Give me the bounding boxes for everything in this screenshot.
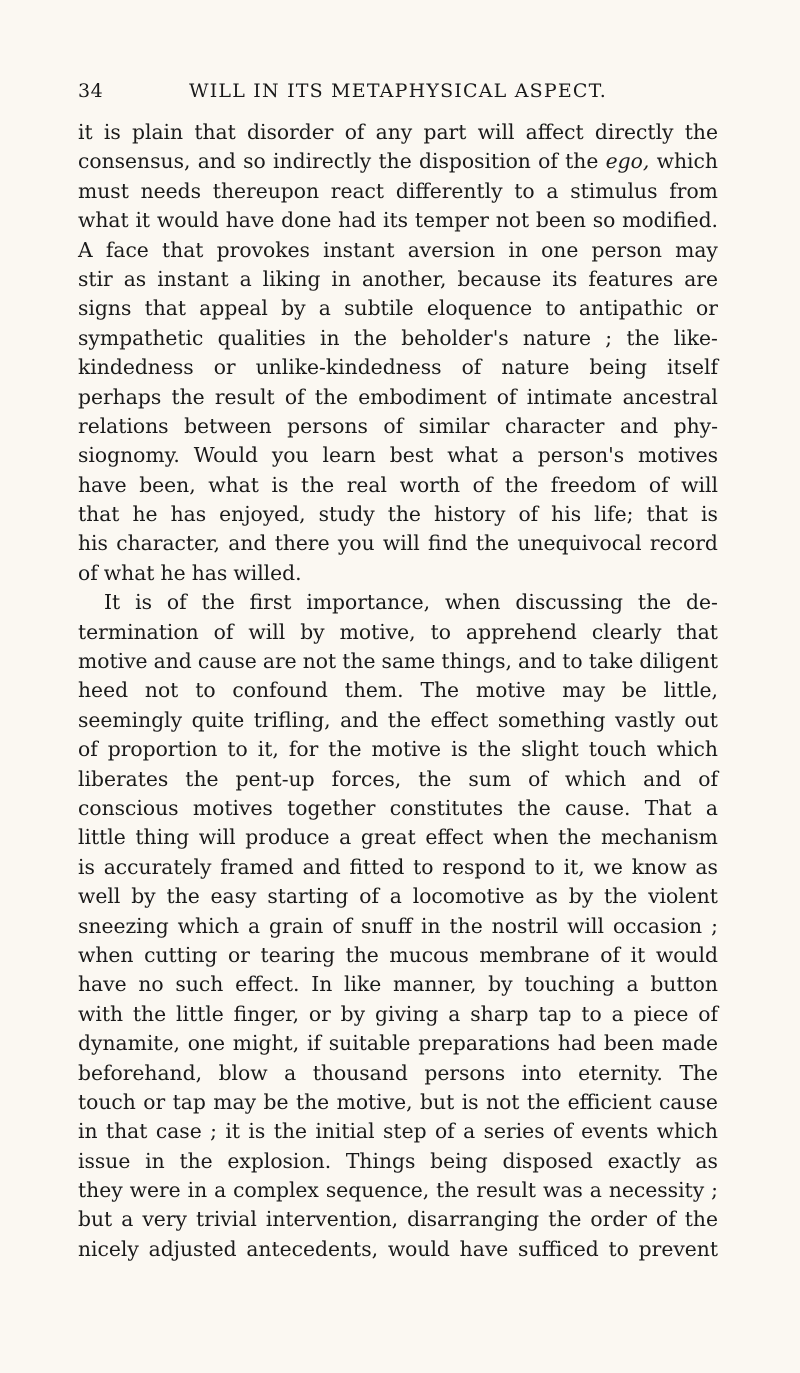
- text-line: must needs thereupon react differently to a stimulus from: [78, 178, 718, 203]
- text-line: when cutting or tearing the mucous membrane of it would: [78, 942, 718, 967]
- text-line: of what he has willed.: [78, 560, 302, 585]
- page-header: [78, 80, 718, 104]
- text-line: siognomy. Would you learn best what a person's motives: [78, 443, 718, 468]
- text-line: relations between persons of similar character and phy-: [78, 413, 718, 438]
- text-line: perhaps the result of the embodiment of intimate ancestral: [78, 384, 718, 409]
- text-line: dynamite, one might, if suitable preparations had been made: [78, 1031, 718, 1056]
- text-line: termination of will by motive, to apprehend clearly that: [78, 619, 718, 644]
- text-line: that he has enjoyed, study the history of his life; that is: [78, 502, 718, 527]
- text-line: kindedness or unlike-kindedness of nature being itself: [78, 355, 718, 380]
- text-line: beforehand, blow a thousand persons into eternity. The: [78, 1060, 718, 1085]
- text-line: nicely adjusted antecedents, would have sufficed to prevent: [78, 1236, 718, 1261]
- text-line: his character, and there you will find the unequivocal record: [78, 531, 718, 556]
- text-line: in that case ; it is the initial step of a series of events which: [78, 1119, 718, 1144]
- text-line: is accurately framed and fitted to respond to it, we know as: [78, 854, 718, 879]
- text-line: have no such effect. In like manner, by touching a button: [78, 972, 718, 997]
- text-line: consensus, and so indirectly the disposition of the ego, which: [78, 149, 718, 174]
- text-line: heed not to confound them. The motive may be little,: [78, 678, 718, 703]
- text-line: of proportion to it, for the motive is the slight touch which: [78, 737, 718, 762]
- text-line: issue in the explosion. Things being disposed exactly as: [78, 1148, 718, 1173]
- body-text: [78, 118, 718, 1264]
- text-line: have been, what is the real worth of the freedom of will: [78, 472, 718, 497]
- text-line: It is of the first importance, when discussing the de-: [104, 590, 718, 615]
- page-number: 34: [78, 80, 104, 102]
- text-line: little thing will produce a great effect when the mechanism: [78, 825, 718, 850]
- text-line: liberates the pent-up forces, the sum of which and of: [78, 766, 718, 791]
- running-head: WILL IN ITS METAPHYSICAL ASPECT.: [189, 80, 607, 102]
- text-line: A face that provokes instant aversion in one person may: [78, 237, 718, 262]
- text-line: sneezing which a grain of snuff in the nostril will occasion ;: [78, 913, 718, 938]
- text-line: sympathetic qualities in the beholder's nature ; the like-: [78, 325, 718, 350]
- text-line: but a very trivial intervention, disarranging the order of the: [78, 1207, 718, 1232]
- text-line: it is plain that disorder of any part will affect directly the: [78, 120, 718, 144]
- text-line: well by the easy starting of a locomotive as by the violent: [78, 884, 718, 909]
- text-line: conscious motives together constitutes the cause. That a: [78, 795, 718, 820]
- text-line: stir as instant a liking in another, because its features are: [78, 266, 718, 291]
- text-line: seemingly quite trifling, and the effect something vastly out: [78, 707, 718, 732]
- text-line: motive and cause are not the same things, and to take diligent: [78, 649, 718, 674]
- text-line: touch or tap may be the motive, but is not the efficient cause: [78, 1089, 718, 1114]
- text-line: with the little finger, or by giving a sharp tap to a piece of: [78, 1001, 718, 1026]
- text-line: signs that appeal by a subtile eloquence to antipathic or: [78, 296, 718, 321]
- text-line: they were in a complex sequence, the result was a necessity ;: [78, 1178, 718, 1203]
- text-line: what it would have done had its temper not been so modified.: [78, 208, 718, 233]
